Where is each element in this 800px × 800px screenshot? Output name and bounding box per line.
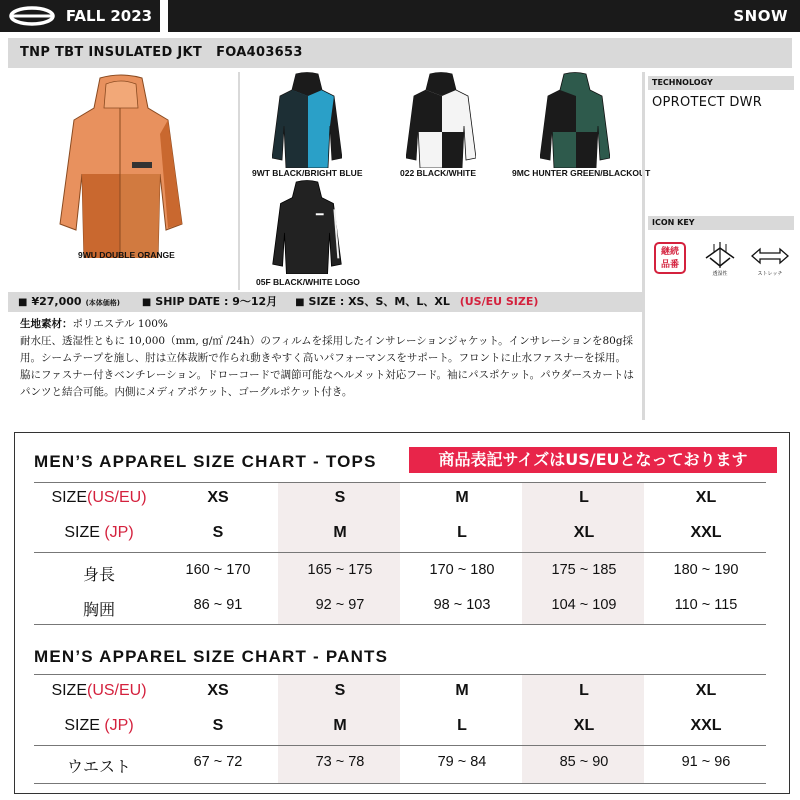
bullet-square-icon: ■ [295,297,305,308]
size-jp-cell: S [212,717,224,734]
size-us-cell: M [455,682,469,699]
material-label: 生地素材： [20,318,73,330]
size-jp-cell: L [457,524,467,541]
pants-chart-title: MEN’S APPAREL SIZE CHART - PANTS [34,647,389,666]
height-cell: 180 ~ 190 [673,562,739,578]
row-label-size-jp: SIZE (JP) [64,717,134,734]
technology-header: TECHNOLOGY [648,76,794,90]
price: ¥27,000 [31,295,82,308]
chest-cell: 92 ~ 97 [315,597,365,613]
row-label-size-us: SIZE(US/EU) [51,489,147,506]
category-label: SNOW [733,7,788,25]
waist-cell: 79 ~ 84 [437,754,487,770]
color-label: 9WU DOUBLE ORANGE [78,250,175,260]
row-label-height: 身長 [82,567,115,584]
size-jp-cell: XXL [690,717,722,734]
color-label: 9WT BLACK/BRIGHT BLUE [252,168,363,178]
size-jp-cell: M [333,717,347,734]
ship-date: SHIP DATE : 9～12月 [155,295,278,308]
size-note: (US/EU SIZE) [459,295,539,308]
height-cell: 175 ~ 185 [551,562,617,578]
stretch-icon [748,244,792,278]
height-cell: 165 ~ 175 [307,562,373,578]
size-us-cell: XL [695,682,717,699]
size-jp-cell: M [333,524,347,541]
material-value: ポリエステル 100% [72,318,168,330]
table-rule [34,552,766,553]
size-jp-cell: XL [573,524,595,541]
table-rule [34,674,766,675]
chest-cell: 104 ~ 109 [551,597,617,613]
row-label-waist: ウエスト [66,759,131,776]
row-label-size-us: SIZE(US/EU) [51,682,147,699]
continuing-product-badge: 継続 品番 [654,242,686,274]
waist-cell: 73 ~ 78 [315,754,365,770]
row-label-size-jp: SIZE (JP) [64,524,134,541]
jacket-image-black-white [406,72,476,168]
jacket-image-black-white-logo [272,180,342,274]
icon-key-header: ICON KEY [648,216,794,230]
table-rule [34,745,766,746]
breathable-icon [700,240,740,278]
size-us-cell: M [455,489,469,506]
breathable-label: 透湿性 [712,271,728,277]
price-note: (本体価格) [85,299,120,307]
chest-cell: 98 ~ 103 [433,597,491,613]
table-rule [34,482,766,483]
stretch-label: ストレッチ [757,271,783,277]
size-us-cell: S [334,489,346,506]
tops-chart-title: MEN’S APPAREL SIZE CHART - TOPS [34,452,377,471]
table-rule [34,783,766,784]
size-us-cell: S [334,682,346,699]
size-jp-cell: XL [573,717,595,734]
jacket-image-double-orange [56,74,186,258]
size-range: SIZE : XS、S、M、L、XL [308,295,450,308]
waist-cell: 91 ~ 96 [681,754,731,770]
jacket-image-black-bright-blue [272,72,342,168]
chest-cell: 110 ~ 115 [674,597,738,613]
oakley-logo-icon [8,6,56,26]
top-header-bar [0,0,800,32]
size-jp-cell: S [212,524,224,541]
price-bar [8,292,642,312]
color-label: 9MC HUNTER GREEN/BLACKOUT [512,168,651,178]
color-label: 022 BLACK/WHITE [400,168,477,178]
product-description [20,316,635,401]
season-label: FALL 2023 [58,0,168,32]
product-code: FOA403653 [216,45,303,60]
jacket-image-hunter-green-blackout [540,72,610,168]
height-cell: 170 ~ 180 [429,562,495,578]
size-us-cell: XS [207,489,229,506]
chest-cell: 86 ~ 91 [193,597,243,613]
bullet-square-icon: ■ [18,297,28,308]
size-jp-cell: XXL [690,524,722,541]
size-notice-banner: 商品表記サイズはUS/EUとなっております [409,447,777,473]
waist-cell: 67 ~ 72 [193,754,243,770]
waist-cell: 85 ~ 90 [559,754,609,770]
size-us-cell: L [579,489,589,506]
size-jp-cell: L [457,717,467,734]
product-title [20,38,303,68]
color-label: 05F BLACK/WHITE LOGO [256,277,360,287]
size-us-cell: L [579,682,589,699]
description-body: 耐水圧、透湿性ともに 10,000（mm, g/㎡ /24h）のフィルムを採用したインサレーションジャケット。インサレーションを80g採用。シームテープを施し、肘は立体裁断で作られ動きやすく高いパフォーマンスをサポート。フロントに止水ファスナーを採用。脇にファスナー付きベンチレーション。ドローコードで調節可能なヘルメット対応フード。袖にパスポケット。パウダースカートはパンツと結合可能。内側にメディアポケット、ゴーグルポケット付き。 [20,335,634,398]
image-divider [238,72,240,290]
size-us-cell: XL [695,489,717,506]
table-rule [34,624,766,625]
height-cell: 160 ~ 170 [185,562,251,578]
row-label-chest: 胸囲 [82,602,115,619]
technology-value: OPROTECT DWR [652,95,763,110]
bullet-square-icon: ■ [141,297,152,308]
size-us-cell: XS [207,682,229,699]
product-title-bar [8,38,792,68]
product-name: TNP TBT INSULATED JKT [20,45,203,60]
